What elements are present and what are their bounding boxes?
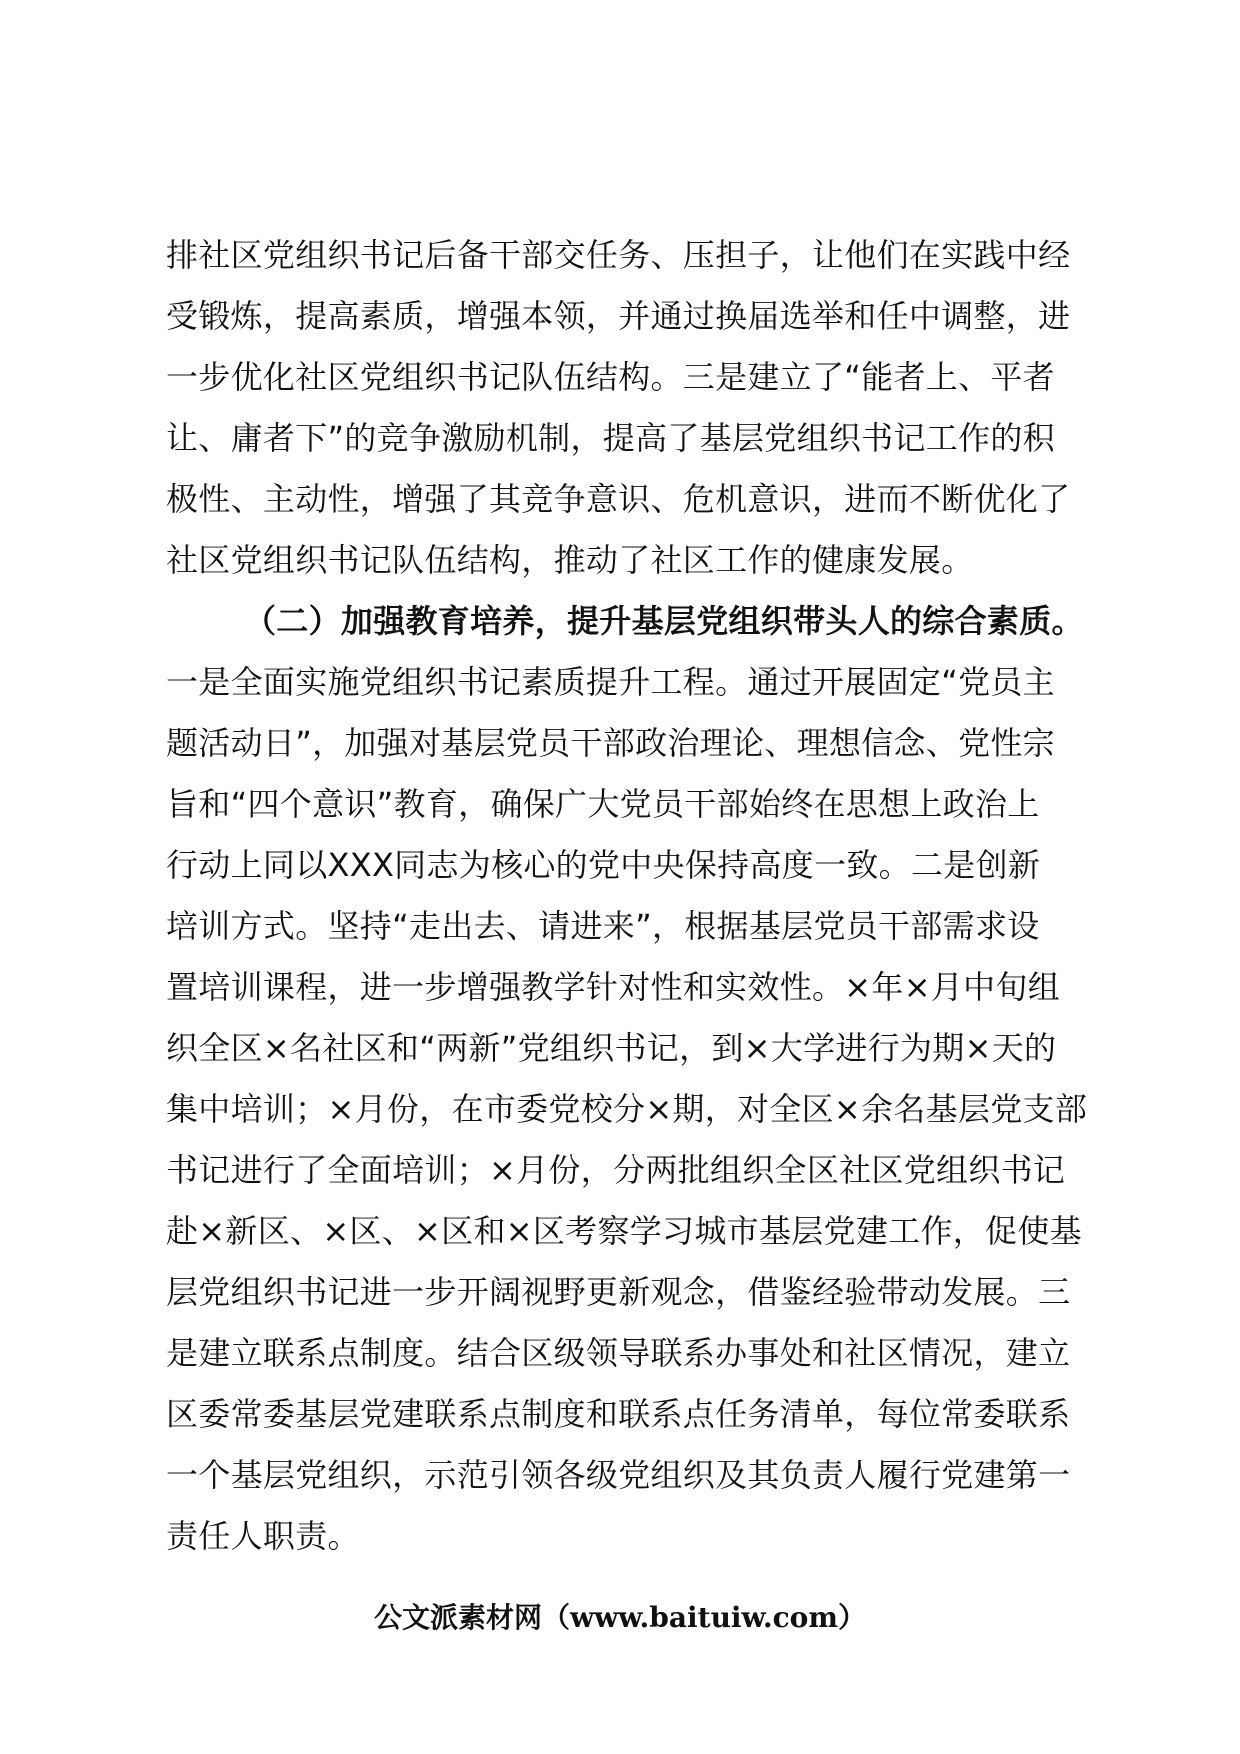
paragraph-line: 受锻炼，提高素质，增强本领，并通过换届选举和任中调整，进	[166, 297, 1071, 335]
paragraph-line: 旨和“四个意识”教育，确保广大党员干部始终在思想上政治上	[166, 785, 1040, 823]
section-heading: （二）加强教育培养，提升基层党组织带头人的综合素质。	[244, 602, 1084, 640]
paragraph-line: 题活动日”，加强对基层党员干部政治理论、理想信念、党性宗	[166, 724, 1055, 762]
paragraph-line: 让、庸者下”的竞争激励机制，提高了基层党组织书记工作的积	[166, 419, 1055, 457]
paragraph-line: 书记进行了全面培训；×月份，分两批组织全区社区党组织书记	[166, 1151, 1066, 1189]
paragraph-line: 社区党组织书记队伍结构，推动了社区工作的健康发展。	[166, 541, 974, 579]
paragraph-line: 一个基层党组织，示范引领各级党组织及其负责人履行党建第一	[166, 1456, 1071, 1494]
paragraph-line: 培训方式。坚持“走出去、请进来”，根据基层党员干部需求设	[166, 907, 1040, 945]
paragraph-line: 一是全面实施党组织书记素质提升工程。通过开展固定“党员主	[166, 663, 1055, 701]
paragraph-line: 区委常委基层党建联系点制度和联系点任务清单，每位常委联系	[166, 1395, 1071, 1433]
footer-source: 公文派素材网（www.baituiw.com）	[374, 1601, 866, 1634]
paragraph-line: 责任人职责。	[166, 1517, 360, 1555]
paragraph-line: 是建立联系点制度。结合区级领导联系办事处和社区情况，建立	[166, 1334, 1071, 1372]
paragraph-line: 置培训课程，进一步增强教学针对性和实效性。×年×月中旬组	[166, 968, 1061, 1006]
paragraph-line: 排社区党组织书记后备干部交任务、压担子，让他们在实践中经	[166, 236, 1071, 274]
paragraph-line: 赴×新区、×区、×区和×区考察学习城市基层党建工作，促使基	[166, 1212, 1082, 1250]
paragraph-line: 集中培训；×月份，在市委党校分×期，对全区×余名基层党支部	[166, 1090, 1088, 1128]
paragraph-line: 织全区×名社区和“两新”党组织书记，到×大学进行为期×天的	[166, 1029, 1057, 1067]
paragraph-line: 行动上同以XXX同志为核心的党中央保持高度一致。二是创新	[166, 846, 1041, 884]
document-body	[166, 225, 1111, 1567]
paragraph-line: 一步优化社区党组织书记队伍结构。三是建立了“能者上、平者	[166, 358, 1055, 396]
paragraph-line: 极性、主动性，增强了其竞争意识、危机意识，进而不断优化了	[166, 480, 1071, 518]
paragraph-line: 层党组织书记进一步开阔视野更新观念，借鉴经验带动发展。三	[166, 1273, 1071, 1311]
